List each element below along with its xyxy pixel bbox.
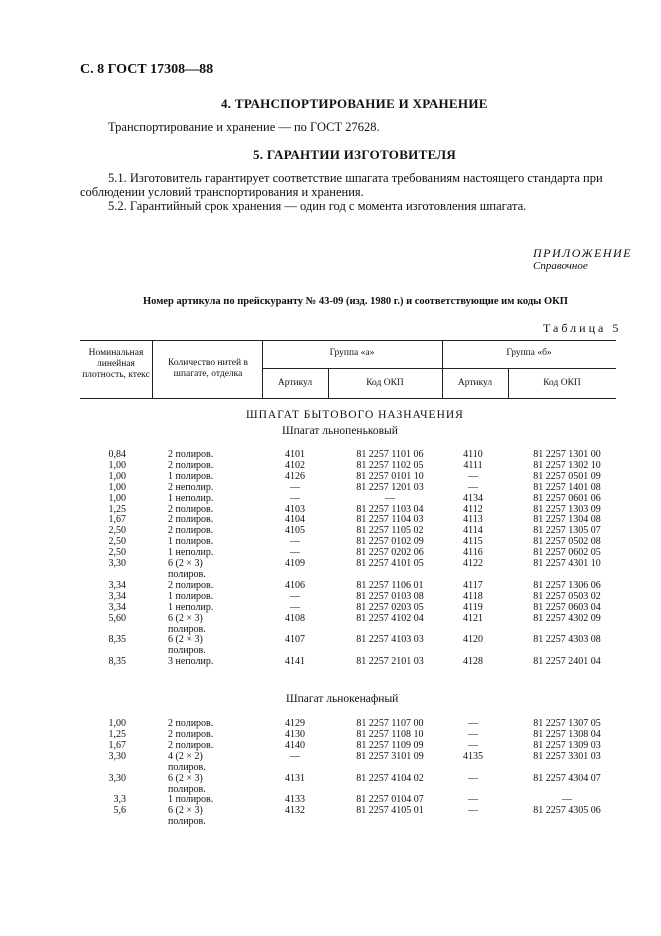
okp-a-cell: 81 2257 4102 04 bbox=[356, 612, 424, 624]
density-cell: 1,00 bbox=[108, 481, 126, 493]
section-5-paragraph-2: 5.2. Гарантийный срок хранения — один год с момента изготовления шпагата. bbox=[108, 199, 527, 213]
column-header-okp-a: Код ОКП bbox=[366, 378, 404, 388]
thread-count-cell: 1 полиров. bbox=[168, 536, 214, 548]
thread-count-cell: 4 (2 × 2) bbox=[168, 750, 203, 762]
okp-a-cell: 81 2257 1109 09 bbox=[356, 739, 424, 751]
density-cell: 2,50 bbox=[108, 525, 126, 537]
articul-b-cell: — bbox=[468, 772, 478, 784]
articul-a-cell: — bbox=[290, 601, 300, 613]
articul-b-cell: — bbox=[468, 794, 478, 806]
articul-a-cell: 4109 bbox=[285, 558, 305, 569]
density-cell: 1,00 bbox=[108, 470, 126, 482]
appendix-title: ПРИЛОЖЕНИЕ bbox=[533, 246, 632, 260]
thread-finish-cell: полиров. bbox=[168, 816, 206, 828]
thread-count-cell: 2 полиров. bbox=[168, 525, 214, 537]
okp-b-cell: 81 2257 4304 07 bbox=[533, 772, 601, 784]
okp-b-cell: 81 2257 3301 03 bbox=[533, 750, 601, 762]
okp-a-cell: 81 2257 1108 10 bbox=[356, 728, 424, 740]
okp-b-cell: 81 2257 0602 05 bbox=[533, 547, 601, 559]
articul-a-cell: — bbox=[290, 536, 300, 548]
density-cell: 5,6 bbox=[113, 805, 126, 817]
articul-a-cell: 4106 bbox=[285, 579, 305, 591]
page-header: С. 8 ГОСТ 17308—88 bbox=[80, 62, 214, 77]
thread-count-cell: 1 полиров. bbox=[168, 590, 214, 602]
density-cell: 3,30 bbox=[108, 558, 126, 569]
articul-a-cell: 4104 bbox=[285, 514, 305, 526]
articul-b-cell: 4116 bbox=[463, 547, 483, 559]
articul-b-cell: 4122 bbox=[463, 558, 483, 569]
articul-b-cell: 4110 bbox=[463, 449, 483, 460]
table-caption: Номер артикула по прейскуранту № 43-09 (изд. 1980 г.) и соответствующие им коды ОКП bbox=[143, 296, 568, 307]
articul-a-cell: — bbox=[290, 481, 300, 493]
thread-count-cell: 2 полиров. bbox=[168, 449, 214, 460]
articul-a-cell: 4133 bbox=[285, 794, 305, 806]
density-cell: 3,34 bbox=[108, 601, 126, 613]
thread-count-cell: 1 неполир. bbox=[168, 492, 214, 504]
okp-b-cell: 81 2257 0501 09 bbox=[533, 470, 601, 482]
articul-b-cell: 4128 bbox=[463, 656, 483, 668]
okp-b-cell: 81 2257 1308 04 bbox=[533, 728, 601, 740]
okp-a-cell: 81 2257 0103 08 bbox=[356, 590, 424, 602]
okp-b-cell: 81 2257 1305 07 bbox=[533, 525, 601, 537]
density-cell: 3,3 bbox=[113, 794, 126, 806]
okp-a-cell: 81 2257 4104 02 bbox=[356, 772, 424, 784]
table-section-title: ШПАГАТ БЫТОВОГО НАЗНАЧЕНИЯ bbox=[246, 409, 464, 421]
okp-b-cell: 81 2257 0502 08 bbox=[533, 536, 601, 548]
articul-a-cell: 4126 bbox=[285, 470, 305, 482]
okp-a-cell: 81 2257 0104 07 bbox=[356, 794, 424, 806]
articul-a-cell: — bbox=[290, 492, 300, 504]
density-cell: 3,34 bbox=[108, 579, 126, 591]
thread-count-cell: 2 полиров. bbox=[168, 718, 214, 729]
articul-a-cell: 4105 bbox=[285, 525, 305, 537]
okp-b-cell: 81 2257 0603 04 bbox=[533, 601, 601, 613]
section-5-paragraph-1-line-1: 5.1. Изготовитель гарантирует соответствие шпагата требованиям настоящего стандарта при bbox=[108, 171, 603, 185]
density-cell: 1,00 bbox=[108, 459, 126, 471]
column-header-density: Номинальная линейная плотность, ктекс bbox=[82, 348, 150, 380]
thread-count-cell: 2 полиров. bbox=[168, 459, 214, 471]
column-header-thread-count: Количество нитей в шпагате, отделка bbox=[168, 358, 248, 379]
okp-b-cell: 81 2257 1309 03 bbox=[533, 739, 601, 751]
articul-a-cell: 4108 bbox=[285, 612, 305, 624]
articul-a-cell: 4141 bbox=[285, 656, 305, 668]
articul-b-cell: 4115 bbox=[463, 536, 483, 548]
column-header-articul-a: Артикул bbox=[277, 378, 313, 388]
okp-a-cell: 81 2257 0101 10 bbox=[356, 470, 424, 482]
column-header-okp-b: Код ОКП bbox=[543, 378, 581, 388]
okp-b-cell: 81 2257 1401 08 bbox=[533, 481, 601, 493]
density-cell: 1,67 bbox=[108, 514, 126, 526]
thread-count-cell: 6 (2 × 3) bbox=[168, 805, 203, 817]
articul-b-cell: 4112 bbox=[463, 503, 483, 515]
okp-b-cell: 81 2257 1301 00 bbox=[533, 449, 601, 460]
density-cell: 1,25 bbox=[108, 503, 126, 515]
okp-a-cell: 81 2257 1105 02 bbox=[356, 525, 424, 537]
table-number-label: Таблица 5 bbox=[543, 321, 622, 335]
okp-a-cell: 81 2257 1106 01 bbox=[356, 579, 424, 591]
thread-count-cell: 2 полиров. bbox=[168, 503, 214, 515]
okp-b-cell: 81 2257 0601 06 bbox=[533, 492, 601, 504]
thread-count-cell: 1 полиров. bbox=[168, 794, 214, 806]
section-5-heading: 5. ГАРАНТИИ ИЗГОТОВИТЕЛЯ bbox=[253, 147, 457, 162]
articul-a-cell: 4130 bbox=[285, 728, 305, 740]
articul-a-cell: 4102 bbox=[285, 459, 305, 471]
okp-b-cell: 81 2257 1304 08 bbox=[533, 514, 601, 526]
articul-b-cell: 4134 bbox=[463, 492, 483, 504]
okp-a-cell: 81 2257 4105 01 bbox=[356, 805, 424, 817]
density-cell: 2,50 bbox=[108, 536, 126, 548]
articul-a-cell: 4132 bbox=[285, 805, 305, 817]
thread-finish-cell: полиров. bbox=[168, 783, 206, 795]
articul-b-cell: — bbox=[468, 718, 478, 729]
articul-b-cell: 4135 bbox=[463, 750, 483, 762]
density-cell: 3,30 bbox=[108, 750, 126, 762]
thread-finish-cell: полиров. bbox=[168, 623, 206, 635]
thread-finish-cell: полиров. bbox=[168, 645, 206, 657]
column-header-group-b: Группа «б» bbox=[506, 348, 552, 358]
thread-count-cell: 3 неполир. bbox=[168, 656, 214, 668]
okp-b-cell: 81 2257 2401 04 bbox=[533, 656, 601, 668]
okp-a-cell: 81 2257 1101 06 bbox=[356, 449, 424, 460]
okp-a-cell: 81 2257 1201 03 bbox=[356, 481, 424, 493]
okp-b-cell: 81 2257 4305 06 bbox=[533, 805, 601, 817]
okp-b-cell: — bbox=[562, 794, 572, 806]
articul-b-cell: — bbox=[468, 728, 478, 740]
okp-b-cell: 81 2257 4303 08 bbox=[533, 634, 601, 646]
thread-count-cell: 2 полиров. bbox=[168, 739, 214, 751]
thread-count-cell: 6 (2 × 3) bbox=[168, 612, 203, 624]
okp-b-cell: 81 2257 1307 05 bbox=[533, 718, 601, 729]
thread-finish-cell: полиров. bbox=[168, 761, 206, 773]
okp-a-cell: 81 2257 4103 03 bbox=[356, 634, 424, 646]
okp-b-cell: 81 2257 0503 02 bbox=[533, 590, 601, 602]
articul-b-cell: — bbox=[468, 805, 478, 817]
articul-a-cell: 4103 bbox=[285, 503, 305, 515]
okp-a-cell: 81 2257 3101 09 bbox=[356, 750, 424, 762]
okp-a-cell: — bbox=[385, 492, 395, 504]
density-cell: 1,00 bbox=[108, 492, 126, 504]
articul-b-cell: 4120 bbox=[463, 634, 483, 646]
okp-b-cell: 81 2257 4301 10 bbox=[533, 558, 601, 569]
okp-a-cell: 81 2257 1102 05 bbox=[356, 459, 424, 471]
articul-b-cell: 4117 bbox=[463, 579, 483, 591]
okp-a-cell: 81 2257 2101 03 bbox=[356, 656, 424, 668]
subsection-flax-hemp: Шпагат льнопеньковый bbox=[282, 425, 398, 437]
thread-count-cell: 6 (2 × 3) bbox=[168, 634, 203, 646]
okp-b-cell: 81 2257 1303 09 bbox=[533, 503, 601, 515]
density-cell: 3,30 bbox=[108, 772, 126, 784]
column-header-articul-b: Артикул bbox=[457, 378, 493, 388]
okp-a-cell: 81 2257 1107 00 bbox=[356, 718, 424, 729]
thread-count-cell: 2 полиров. bbox=[168, 728, 214, 740]
articul-a-cell: 4101 bbox=[285, 449, 305, 460]
density-cell: 1,67 bbox=[108, 739, 126, 751]
thread-count-cell: 2 полиров. bbox=[168, 514, 214, 526]
density-cell: 8,35 bbox=[108, 656, 126, 668]
thread-count-cell: 1 неполир. bbox=[168, 547, 214, 559]
articul-a-cell: 4129 bbox=[285, 718, 305, 729]
articul-b-cell: — bbox=[468, 739, 478, 751]
articul-b-cell: 4121 bbox=[463, 612, 483, 624]
okp-a-cell: 81 2257 1103 04 bbox=[356, 503, 424, 515]
appendix-subtitle: Справочное bbox=[533, 260, 588, 272]
density-cell: 5,60 bbox=[108, 612, 126, 624]
okp-a-cell: 81 2257 0203 05 bbox=[356, 601, 424, 613]
thread-count-cell: 6 (2 × 3) bbox=[168, 558, 203, 569]
thread-count-cell: 1 неполир. bbox=[168, 601, 214, 613]
thread-count-cell: 2 неполир. bbox=[168, 481, 214, 493]
subsection-flax-kenaf: Шпагат льнокенафный bbox=[286, 693, 399, 705]
okp-b-cell: 81 2257 1302 10 bbox=[533, 459, 601, 471]
density-cell: 2,50 bbox=[108, 547, 126, 559]
articul-a-cell: 4140 bbox=[285, 739, 305, 751]
column-header-group-a: Группа «а» bbox=[329, 348, 375, 358]
articul-b-cell: 4113 bbox=[463, 514, 483, 526]
okp-a-cell: 81 2257 4101 05 bbox=[356, 558, 424, 569]
okp-b-cell: 81 2257 1306 06 bbox=[533, 579, 601, 591]
thread-count-cell: 6 (2 × 3) bbox=[168, 772, 203, 784]
density-cell: 3,34 bbox=[108, 590, 126, 602]
section-5-paragraph-1-line-2: соблюдении условий транспортирования и хранения. bbox=[80, 185, 364, 199]
okp-a-cell: 81 2257 1104 03 bbox=[356, 514, 424, 526]
articul-b-cell: 4118 bbox=[463, 590, 483, 602]
articul-a-cell: 4131 bbox=[285, 772, 305, 784]
density-cell: 1,00 bbox=[108, 718, 126, 729]
density-cell: 0,84 bbox=[108, 449, 126, 460]
articul-b-cell: 4114 bbox=[463, 525, 483, 537]
articul-b-cell: 4119 bbox=[463, 601, 483, 613]
okp-b-cell: 81 2257 4302 09 bbox=[533, 612, 601, 624]
okp-a-cell: 81 2257 0202 06 bbox=[356, 547, 424, 559]
density-cell: 1,25 bbox=[108, 728, 126, 740]
articul-b-cell: — bbox=[468, 470, 478, 482]
section-4-text: Транспортирование и хранение — по ГОСТ 27628. bbox=[108, 120, 380, 134]
articul-b-cell: — bbox=[468, 481, 478, 493]
thread-finish-cell: полиров. bbox=[168, 569, 206, 580]
okp-a-cell: 81 2257 0102 09 bbox=[356, 536, 424, 548]
thread-count-cell: 1 полиров. bbox=[168, 470, 214, 482]
thread-count-cell: 2 полиров. bbox=[168, 579, 214, 591]
articul-b-cell: 4111 bbox=[463, 459, 483, 471]
section-4-heading: 4. ТРАНСПОРТИРОВАНИЕ И ХРАНЕНИЕ bbox=[221, 96, 488, 111]
articul-a-cell: — bbox=[290, 547, 300, 559]
articul-a-cell: — bbox=[290, 590, 300, 602]
articul-a-cell: 4107 bbox=[285, 634, 305, 646]
articul-a-cell: — bbox=[290, 750, 300, 762]
density-cell: 8,35 bbox=[108, 634, 126, 646]
